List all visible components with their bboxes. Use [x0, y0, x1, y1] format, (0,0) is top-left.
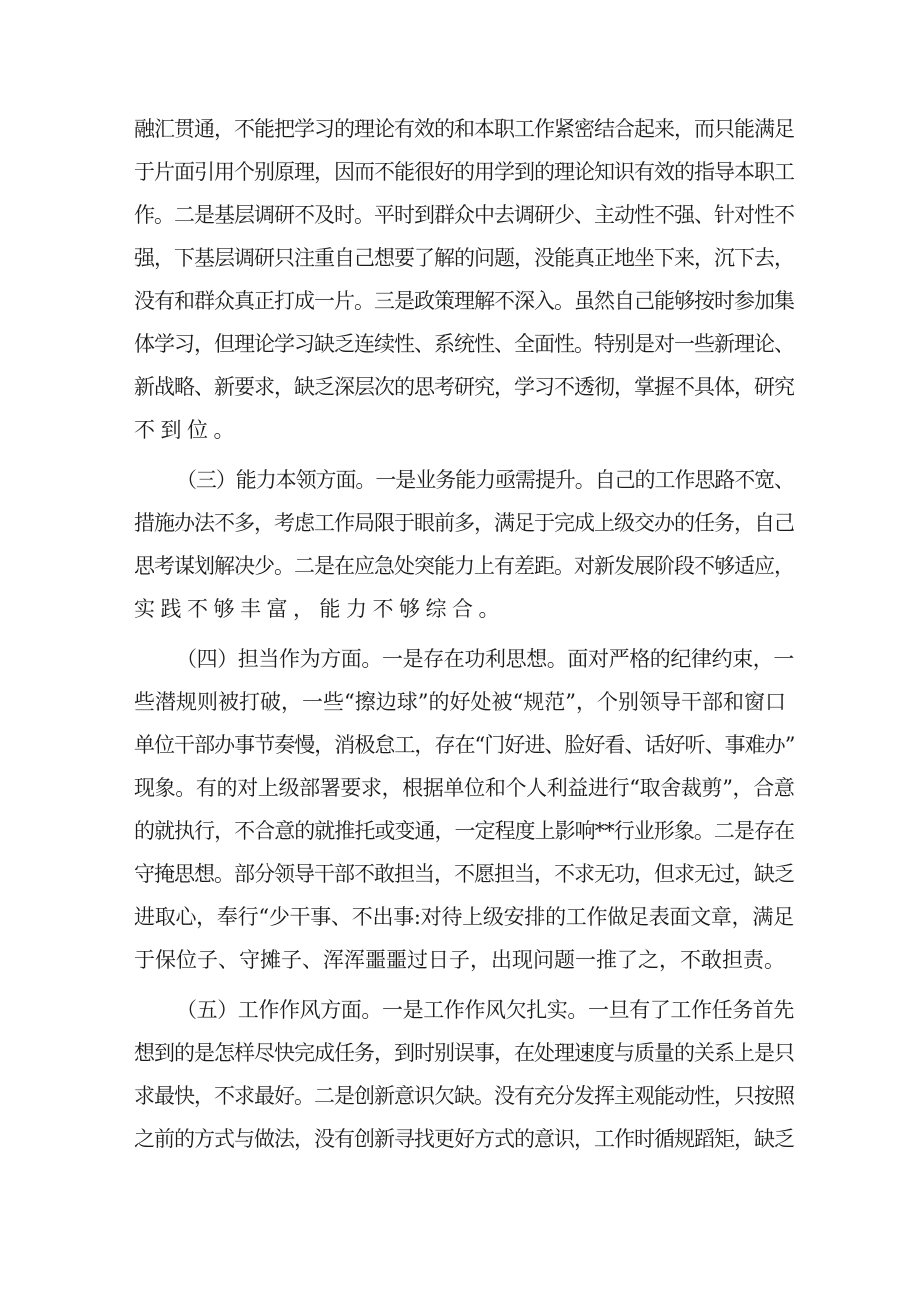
text-line: 单位干部办事节奏慢，消极怠工，存在“门好进、脸好看、话好听、事难办” — [134, 733, 794, 757]
text-line: 想到的是怎样尽快完成任务，到时别误事，在处理速度与质量的关系上是只 — [134, 1041, 794, 1065]
text-line: 守掩思想。部分领导干部不敢担当，不愿担当，不求无功，但求无过，缺乏 — [134, 862, 794, 886]
text-line: 进取心，奉行“少干事、不出事:对待上级安排的工作做足表面文章，满足 — [134, 905, 794, 929]
text-line: 融汇贯通，不能把学习的理论有效的和本职工作紧密结合起来，而只能满足 — [134, 117, 794, 141]
text-line: 实践不够丰富，能力不够综合。 — [134, 597, 505, 621]
text-line: 思考谋划解决少。二是在应急处突能力上有差距。对新发展阶段不够适应， — [134, 554, 794, 578]
text-line: 措施办法不多，考虑工作局限于眼前多，满足于完成上级交办的任务，自己 — [134, 511, 794, 535]
text-line: （五）工作作风方面。一是工作作风欠扎实。一旦有了工作任务首先 — [176, 998, 794, 1022]
text-line: 强，下基层调研只注重自己想要了解的问题，没能真正地坐下来，沉下去， — [134, 246, 794, 270]
text-line: （三）能力本领方面。一是业务能力亟需提升。自己的工作思路不宽、 — [176, 468, 794, 492]
text-line: 现象。有的对上级部署要求，根据单位和个人利益进行“取舍裁剪”，合意 — [134, 776, 794, 800]
text-line: 没有和群众真正打成一片。三是政策理解不深入。虽然自己能够按时参加集 — [134, 289, 794, 313]
text-line: （四）担当作为方面。一是存在功利思想。面对严格的纪律约束，一 — [176, 647, 794, 671]
text-line: 不到位。 — [134, 418, 240, 442]
text-line: 体学习，但理论学习缺乏连续性、系统性、全面性。特别是对一些新理论、 — [134, 332, 794, 356]
text-line: 于保位子、守摊子、浑浑噩噩过日子，出现问题一推了之，不敢担责。 — [134, 948, 785, 972]
text-line: 作。二是基层调研不及时。平时到群众中去调研少、主动性不强、针对性不 — [134, 203, 794, 227]
text-line: 于片面引用个别原理，因而不能很好的用学到的理论知识有效的指导本职工 — [134, 160, 794, 184]
text-line: 新战略、新要求，缺乏深层次的思考研究，学习不透彻，掌握不具体，研究 — [134, 375, 794, 399]
text-line: 些潜规则被打破，一些“擦边球”的好处被“规范”，个别领导干部和窗口 — [134, 690, 786, 714]
text-line: 求最快，不求最好。二是创新意识欠缺。没有充分发挥主观能动性，只按照 — [134, 1084, 794, 1108]
text-line: 的就执行，不合意的就推托或变通，一定程度上影响**行业形象。二是存在 — [134, 819, 794, 843]
text-line: 之前的方式与做法，没有创新寻找更好方式的意识，工作时循规蹈矩，缺乏 — [134, 1127, 794, 1151]
